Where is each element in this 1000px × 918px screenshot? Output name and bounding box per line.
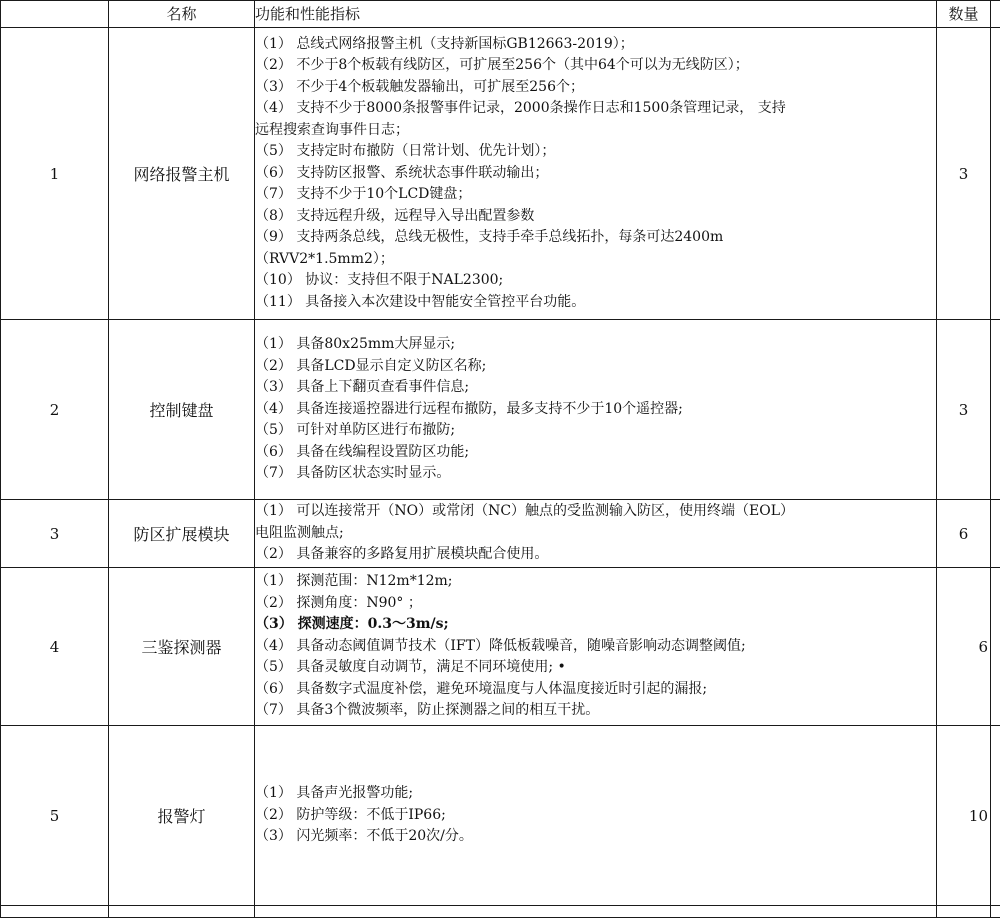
spec-line: （2） 具备兼容的多路复用扩展模块配合使用。	[255, 544, 936, 566]
row-qty: 6	[937, 500, 991, 568]
header-index	[1, 1, 109, 28]
empty-cell	[1, 906, 109, 918]
empty-cell	[109, 906, 255, 918]
spec-line: （5） 支持定时布撤防（日常计划、优先计划）；	[255, 141, 936, 163]
spec-line: （4） 具备动态阈值调节技术（IFT）降低板载噪音，随噪音影响动态调整阈值;	[255, 636, 936, 658]
spec-line: （1） 具备声光报警功能;	[255, 783, 936, 805]
spec-line: （1） 总线式网络报警主机（支持新国标GB12663-2019）；	[255, 34, 936, 56]
header-name: 名称	[109, 1, 255, 28]
empty-row	[1, 906, 1000, 918]
spec-line: （1） 探测范围：N12m*12m;	[255, 571, 936, 593]
header-spec: 功能和性能指标	[255, 1, 937, 28]
row-spec	[255, 28, 937, 320]
row-qty: 3	[937, 28, 991, 320]
header-row	[1, 1, 1000, 28]
spec-line: （6） 支持防区报警、系统状态事件联动输出；	[255, 163, 936, 185]
spec-line: （4） 支持不少于8000条报警事件记录，2000条操作日志和1500条管理记录， 支持	[255, 98, 936, 120]
table-row	[1, 568, 1000, 726]
row-index: 2	[1, 320, 109, 500]
row-edge	[991, 28, 1000, 320]
spec-line: （2） 不少于8个板载有线防区，可扩展至256个（其中64个可以为无线防区）；	[255, 55, 936, 77]
spec-line: （2） 具备LCD显示自定义防区名称;	[255, 356, 936, 378]
spec-line: （2） 防护等级：不低于IP66;	[255, 805, 936, 827]
row-edge	[991, 568, 1000, 726]
header-edge	[991, 1, 1000, 28]
spec-line: 电阻监测触点;	[255, 523, 936, 545]
row-name: 网络报警主机	[109, 28, 255, 320]
row-qty: 6	[937, 568, 991, 726]
row-spec	[255, 568, 937, 726]
row-qty: 3	[937, 320, 991, 500]
spec-line: （4） 具备连接遥控器进行远程布撤防，最多支持不少于10个遥控器;	[255, 399, 936, 421]
row-qty: 10	[937, 726, 991, 906]
table-row	[1, 28, 1000, 320]
row-index: 4	[1, 568, 109, 726]
row-index: 3	[1, 500, 109, 568]
row-name: 控制键盘	[109, 320, 255, 500]
spec-line: （7） 具备3个微波频率，防止探测器之间的相互干扰。	[255, 700, 936, 722]
spec-line: （3） 探测速度：0.3～3m/s;	[255, 614, 936, 636]
spec-line: （3） 具备上下翻页查看事件信息;	[255, 377, 936, 399]
spec-line: （10） 协议：支持但不限于NAL2300;	[255, 270, 936, 292]
spec-line: （6） 具备数字式温度补偿，避免环境温度与人体温度接近时引起的漏报;	[255, 679, 936, 701]
spec-line: （7） 支持不少于10个LCD键盘；	[255, 184, 936, 206]
row-spec	[255, 500, 937, 568]
row-name: 防区扩展模块	[109, 500, 255, 568]
spec-line: （8） 支持远程升级，远程导入导出配置参数	[255, 206, 936, 228]
spec-line: 远程搜索查询事件日志；	[255, 120, 936, 142]
row-edge	[991, 500, 1000, 568]
header-qty: 数量	[937, 1, 991, 28]
spec-line: （3） 不少于4个板载触发器输出，可扩展至256个；	[255, 77, 936, 99]
row-index: 1	[1, 28, 109, 320]
row-name: 报警灯	[109, 726, 255, 906]
row-edge	[991, 320, 1000, 500]
spec-line: （7） 具备防区状态实时显示。	[255, 463, 936, 485]
spec-line: （9） 支持两条总线，总线无极性，支持手牵手总线拓扑，每条可达2400m	[255, 227, 936, 249]
row-index: 5	[1, 726, 109, 906]
spec-line: （3） 闪光频率：不低于20次/分。	[255, 826, 936, 848]
row-edge	[991, 726, 1000, 906]
spec-line: （5） 具备灵敏度自动调节，满足不同环境使用; •	[255, 657, 936, 679]
spec-line: （11） 具备接入本次建设中智能安全管控平台功能。	[255, 292, 936, 314]
spec-line: （RVV2*1.5mm2）；	[255, 249, 936, 271]
table-row	[1, 320, 1000, 500]
empty-cell	[255, 906, 937, 918]
table-row	[1, 726, 1000, 906]
empty-cell	[991, 906, 1000, 918]
row-spec	[255, 320, 937, 500]
row-name: 三鉴探测器	[109, 568, 255, 726]
spec-line: （6） 具备在线编程设置防区功能;	[255, 442, 936, 464]
spec-line: （1） 具备80x25mm大屏显示;	[255, 334, 936, 356]
spec-line: （5） 可针对单防区进行布撤防;	[255, 420, 936, 442]
empty-cell	[937, 906, 991, 918]
spec-line: （1） 可以连接常开（NO）或常闭（NC）触点的受监测输入防区，使用终端（EOL）	[255, 501, 936, 523]
table-row	[1, 500, 1000, 568]
spec-line: （2） 探测角度：N90° ；	[255, 593, 936, 615]
row-spec	[255, 726, 937, 906]
